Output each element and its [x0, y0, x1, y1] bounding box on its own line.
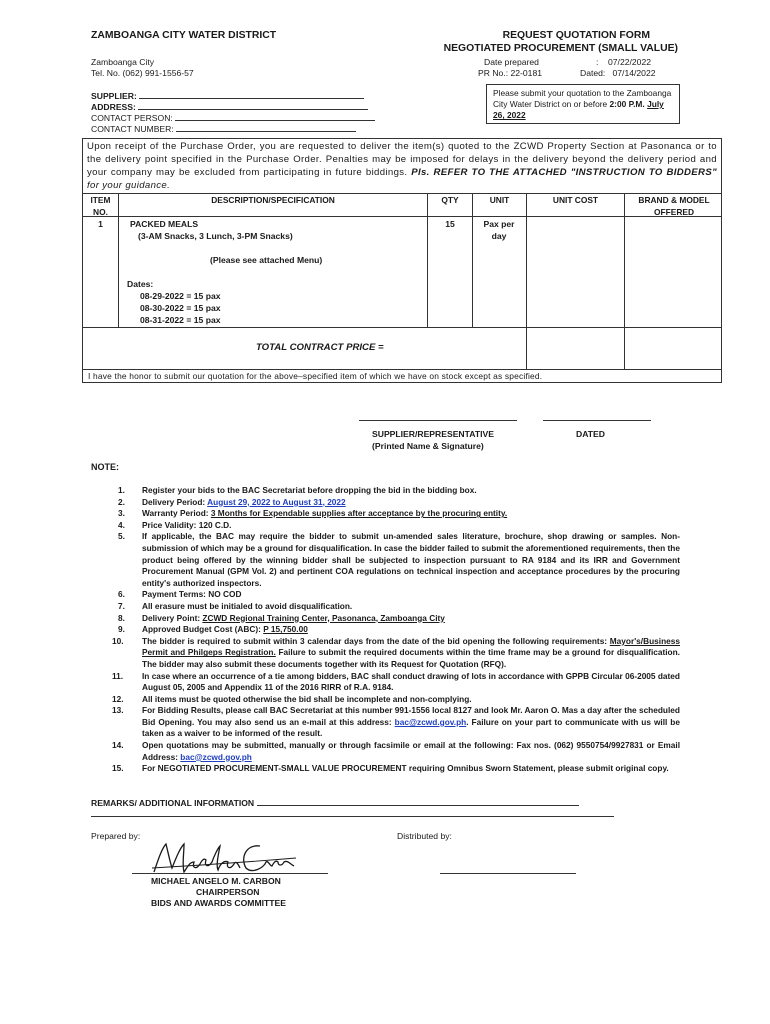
note-item: 2. Delivery Period: August 29, 2022 to August 31, 2022: [118, 496, 346, 507]
address-field[interactable]: [138, 102, 368, 110]
notes-list: [112, 485, 680, 775]
email-link[interactable]: bac@zcwd.gov.ph: [394, 716, 467, 727]
col-divider-4: [526, 193, 527, 369]
note-item: 4. Price Validity: 120 C.D.: [118, 519, 232, 530]
note-item: 12. All items must be quoted otherwise the bid shall be incomplete and non-complying.: [112, 693, 472, 704]
supplier-row: [91, 91, 364, 101]
table-header-bottom-border: [82, 216, 722, 217]
org-city: Zamboanga City: [91, 57, 155, 67]
address-row: [91, 102, 368, 112]
intro-reference: Pls. REFER TO THE ATTACHED "INSTRUCTION TO BIDDERS": [411, 167, 717, 178]
contact-person-field[interactable]: [175, 113, 375, 121]
row-date-3: 08-31-2022 = 15 pax: [140, 315, 221, 325]
col-divider-2: [427, 193, 428, 327]
supplier-label: SUPPLIER:: [91, 91, 137, 101]
col-divider-1: [118, 193, 119, 327]
note-label: NOTE:: [91, 462, 119, 472]
remarks-field[interactable]: [257, 805, 579, 806]
note-item: 1. Register your bids to the BAC Secretariat before dropping the bid in the bidding box.: [118, 485, 477, 495]
table-body-bottom-border: [82, 327, 722, 328]
org-name: ZAMBOANGA CITY WATER DISTRICT: [91, 30, 277, 41]
intro-reference-tail: for your guidance.: [87, 180, 171, 191]
form-title: REQUEST QUOTATION FORM: [502, 30, 650, 41]
header-unit-cost: UNIT COST: [552, 195, 599, 205]
intro-text: Upon receipt of the Purchase Order, you are requested to deliver the item(s) quoted to the ZCWD Property Section at Pasonanca or to the delivery point specified in the Purchase Order. Penalties may be imposed for delays in the delivery beyond the delivery period and your company may be excluded from participating in future biddings.: [87, 141, 717, 178]
dated-signature-line[interactable]: [543, 420, 651, 421]
table-total-bottom-border: [82, 369, 722, 370]
prepared-by-signature-line: [132, 873, 328, 874]
org-tel: Tel. No. (062) 991-1556-57: [91, 68, 194, 78]
row-description-detail: (3-AM Snacks, 3 Lunch, 3-PM Snacks): [138, 231, 293, 241]
notice-deadline-date: July 26, 2022: [493, 99, 664, 120]
signature-dated-label: DATED: [576, 429, 605, 439]
date-prepared-value: 07/22/2022: [608, 57, 652, 67]
intro-paragraph: [87, 140, 717, 192]
submission-notice: [486, 84, 680, 124]
note-item: 13. For Bidding Results, please call BAC Secretariat at this number 991-1556 local 8127 and look Mr. Aaron O. Mas a day after the scheduled Bid Opening. You may also send us an e-mail at this address: bac@zcwd.gov.ph. Failure on your part to communicate with us will be taken as a waiver to be informed of the result.: [112, 705, 680, 739]
header-qty: QTY: [441, 195, 459, 205]
row-unit: Pax per day: [483, 219, 515, 241]
row-item-no: 1: [98, 219, 103, 229]
prepared-by-label: Prepared by:: [91, 831, 141, 841]
date-prepared-separator: :: [596, 57, 599, 67]
note-item: 10. The bidder is required to submit within 3 calendar days from the date of the bid opening the following requirements: Mayor's/Business Permit and Philgeps Registration. Failure to submit the required documents within the time frame may be a ground for disqualification. The bidder may also submit these documents together with its Request for Quotation (RFQ).: [112, 635, 680, 669]
header-item-no: ITEM NO.: [90, 195, 111, 217]
distributed-by-label: Distributed by:: [397, 831, 452, 841]
contact-person-row: [91, 113, 375, 123]
pr-value: 22-0181: [510, 68, 543, 78]
signer-title: CHAIRPERSON: [196, 887, 260, 897]
email-link[interactable]: bac@zcwd.gov.ph: [180, 751, 252, 762]
handwritten-signature: [148, 838, 298, 878]
note-item: 7. All erasure must be initialed to avoid disqualification.: [118, 600, 353, 611]
honor-statement: I have the honor to submit our quotation for the above–specified item of which we have on stock except as specified.: [88, 371, 543, 381]
date-prepared-label: Date prepared: [484, 57, 539, 67]
pr-dated-value: 07/14/2022: [612, 68, 656, 78]
note-item: 3. Warranty Period: 3 Months for Expendable supplies after acceptance by the procuring entity.: [118, 508, 508, 519]
note-item: 8. Delivery Point: ZCWD Regional Training Center, Pasonanca, Zamboanga City: [118, 612, 445, 623]
distributed-by-signature-line[interactable]: [440, 873, 576, 874]
supplier-representative-label: SUPPLIER/REPRESENTATIVE: [372, 429, 494, 439]
note-item: 6. Payment Terms: NO COD: [118, 589, 242, 600]
total-contract-price-label: TOTAL CONTRACT PRICE =: [256, 342, 384, 353]
row-date-2: 08-30-2022 = 15 pax: [140, 303, 221, 313]
pr-number: [478, 68, 542, 78]
header-description: DESCRIPTION/SPECIFICATION: [211, 195, 335, 205]
signer-committee: BIDS AND AWARDS COMMITTEE: [151, 898, 286, 908]
contact-number-label: CONTACT NUMBER:: [91, 124, 174, 134]
note-item: 9. Approved Budget Cost (ABC): P 15,750.00: [118, 624, 308, 635]
contact-number-row: [91, 124, 356, 134]
signer-name: MICHAEL ANGELO M. CARBON: [151, 876, 281, 886]
supplier-field[interactable]: [139, 91, 364, 99]
printed-name-label: (Printed Name & Signature): [372, 441, 484, 451]
pr-dated-label: Dated:: [580, 68, 606, 78]
form-subtitle: NEGOTIATED PROCUREMENT (SMALL VALUE): [443, 43, 678, 54]
remarks-label: REMARKS/ ADDITIONAL INFORMATION: [91, 798, 255, 808]
address-label: ADDRESS:: [91, 102, 136, 112]
remarks-field-line-2[interactable]: [91, 816, 614, 817]
pr-dated: [580, 68, 656, 78]
note-item: 14. Open quotations may be submitted, manually or through facsimile or email at the following: Fax nos. (062) 9550754/9927831 or Email Address: bac@zcwd.gov.ph: [112, 740, 680, 762]
row-date-1: 08-29-2022 = 15 pax: [140, 291, 221, 301]
row-menu-note: (Please see attached Menu): [210, 255, 323, 265]
remarks-row: [91, 798, 579, 808]
header-brand-model: BRAND & MODEL OFFERED: [638, 195, 710, 217]
col-divider-5: [624, 193, 625, 369]
contact-person-label: CONTACT PERSON:: [91, 113, 173, 123]
col-divider-3: [472, 193, 473, 327]
header-unit: UNIT: [489, 195, 510, 205]
note-item: 11. In case where an occurrence of a tie among bidders, BAC shall conduct drawing of lots in accordance with GPPB Circular 06-2005 dated August 05, 2005 and Appendix 11 of the 2016 RIRR of R.A. 9184.: [112, 670, 680, 693]
pr-label: PR No.:: [478, 68, 509, 78]
notice-text: Please submit your quotation to the Zamboanga City Water District on or before: [493, 88, 672, 109]
note-item: 15. For NEGOTIATED PROCUREMENT-SMALL VALUE PROCUREMENT requiring Omnibus Sworn Statement, please submit original copy.: [112, 763, 669, 774]
row-qty: 15: [445, 219, 455, 229]
note-item: 5. If applicable, the BAC may require the bidder to submit un-amended sales literature, brochure, shop drawing or samples. Non-submission of which may be a ground for disqualification. In case the bidder failed to submit the aforementioned requirements, then the product being offered by the winning bidder shall be subjected to inspection pursuant to RA 9184 and its IRR and Government Procurement Manual (GPM Vol. 2) and pertinent COA regulations on technical inspection and acceptance procedures by the procuring entity's authorized inspectors.: [118, 531, 680, 588]
contact-number-field[interactable]: [176, 124, 356, 132]
row-description-title: PACKED MEALS: [130, 219, 199, 229]
supplier-signature-line[interactable]: [359, 420, 517, 421]
row-dates-label: Dates:: [127, 279, 154, 289]
notice-deadline-time: 2:00 P.M.: [609, 99, 645, 109]
